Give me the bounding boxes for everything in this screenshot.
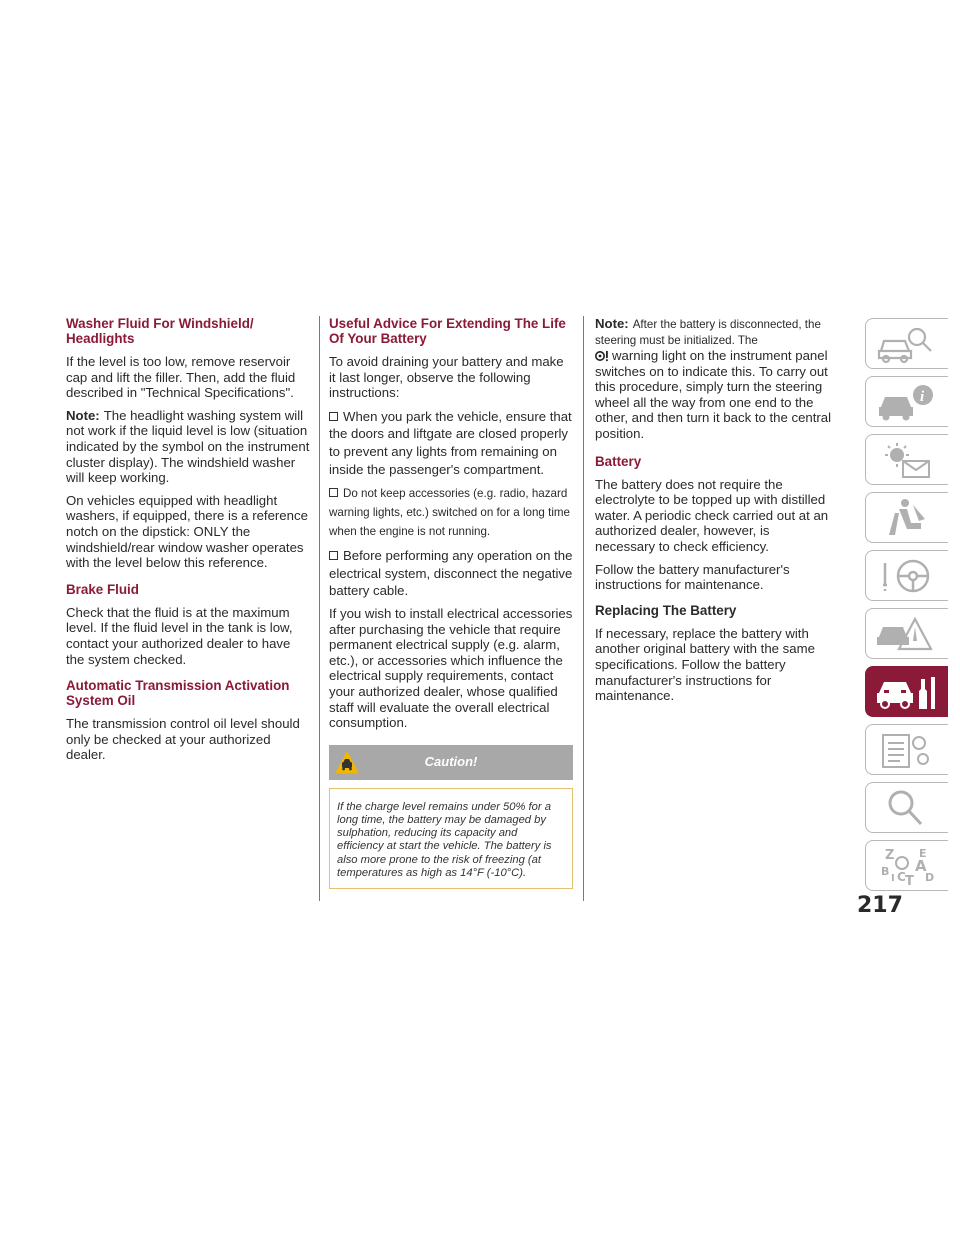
tab-technical-specs[interactable]: [865, 724, 948, 775]
note-label: Note:: [595, 316, 629, 331]
washer-paragraph-2: On vehicles equipped with headlight washers, if equipped, there is a reference notch on the dipstick: ONLY the windshield/rear window washer operates with the level below this reference.: [66, 492, 308, 571]
list-item: Before performing any operation on the electrical system, disconnect the negative battery cable.: [329, 548, 573, 599]
tab-index[interactable]: [865, 840, 948, 891]
battery-advice-intro: To avoid draining your battery and make it last longer, observe the following instructions:: [329, 354, 564, 401]
note-label: Note:: [66, 407, 100, 423]
caution-title: Caution!: [424, 754, 478, 770]
checkbox-bullet-icon: [329, 488, 338, 497]
index-letter: E: [919, 846, 927, 860]
page-number: 217: [857, 893, 903, 918]
tab-car-maintenance[interactable]: [865, 666, 948, 717]
list-item: When you park the vehicle, ensure that the doors and liftgate are closed properly to prevent any lights from remaining on inside the passenger's compartment.: [329, 408, 572, 477]
tab-warning-lights[interactable]: [865, 434, 948, 485]
tab-steering-wheel[interactable]: [865, 550, 948, 601]
washer-paragraph-1: If the level is too low, remove reservoir cap and lift the filler. Then, add the fluid described in "Technical Specifications".: [66, 354, 296, 401]
battery-heading: Battery: [595, 453, 642, 469]
steering-note-small: After the battery is disconnected, the steering must be initialized. The: [595, 318, 821, 347]
car-emergency-icon: [875, 613, 939, 655]
car-maintenance-icon: [875, 671, 939, 713]
steering-warning-icon: [595, 350, 609, 362]
steering-wheel-icon: [875, 555, 939, 597]
column-divider-2: [583, 316, 584, 901]
replacing-battery-paragraph: If necessary, replace the battery with another original battery with the same specifications. Follow the battery manufacturer's instructions for maintenance.: [595, 625, 815, 704]
washer-note: [66, 408, 310, 486]
ats-oil-heading: Automatic Transmission Activation System Oil: [66, 678, 290, 709]
magnifier-icon: [875, 787, 939, 829]
index-letter: A: [915, 856, 927, 875]
battery-paragraph-2: Follow the battery manufacturer's instructions for maintenance.: [595, 561, 790, 593]
index-letter: D: [925, 870, 935, 884]
index-letter: B: [881, 864, 890, 878]
column-divider-1: [319, 316, 320, 901]
replacing-battery-heading: Replacing The Battery: [595, 602, 737, 618]
checkbox-bullet-icon: [329, 551, 338, 560]
column-right: [595, 316, 833, 711]
index-letters-icon: [875, 845, 939, 887]
checkbox-bullet-icon: [329, 412, 338, 421]
list-item: Do not keep accessories (e.g. radio, hazard warning lights, etc.) switched on for a long time when the engine is not running.: [329, 487, 571, 539]
steering-note-text: warning light on the instrument panel switches on to indicate this. To carry out this procedure, simply turn the steering wheel all the way from one end to the other, and then turn it back to the central position.: [595, 348, 832, 441]
index-letter: Z: [885, 847, 895, 863]
tab-car-search[interactable]: [865, 318, 948, 369]
battery-advice-heading: Useful Advice For Extending The Life Of Your Battery: [329, 316, 566, 346]
index-letter: C: [897, 869, 906, 884]
svg-text:i: i: [920, 388, 925, 405]
seat-safety-icon: [875, 497, 939, 539]
tab-search[interactable]: [865, 782, 948, 833]
steering-note: [595, 316, 833, 442]
technical-specs-icon: [875, 729, 939, 771]
brake-fluid-paragraph: Check that the fluid is at the maximum level. If the fluid level in the tank is low, contact your authorized dealer to have the system checked.: [66, 604, 293, 667]
car-search-icon: [875, 323, 939, 365]
install-accessories-paragraph: If you wish to install electrical accessories after purchasing the vehicle that require permanent electrical supply (e.g. alarm, etc.), or accessories which influence the electrical supply requirements, contact your authorized dealer, whose qualified staff will evaluate the overall electrical consumption.: [329, 605, 573, 731]
washer-fluid-heading: Washer Fluid For Windshield/ Headlights: [66, 316, 254, 346]
car-info-icon: [875, 381, 939, 423]
index-letter: I: [891, 872, 895, 884]
tab-seat-safety[interactable]: [865, 492, 948, 543]
brake-fluid-heading: Brake Fluid: [66, 581, 139, 597]
chapter-tabs: [865, 318, 948, 898]
caution-text: If the charge level remains under 50% for a long time, the battery may be damaged by sulphation, reducing its capacity and efficiency at start the vehicle. The battery is also more prone to the risk of freezing (at temperatures as high as 14°F (-10°C).: [329, 788, 573, 889]
tab-car-emergency[interactable]: [865, 608, 948, 659]
tab-car-info[interactable]: [865, 376, 948, 427]
column-left: [66, 316, 310, 770]
caution-header: [329, 745, 573, 780]
ats-oil-paragraph: The transmission control oil level should only be checked at your authorized dealer.: [66, 716, 300, 763]
warning-lights-icon: [875, 439, 939, 481]
washer-note-text: The headlight washing system will not work if the liquid level is low (situation indicated by the symbol on the instrument cluster display). The windshield washer will keep working.: [66, 407, 310, 486]
battery-paragraph-1: The battery does not require the electrolyte to be topped up with distilled water. A periodic check carried out at an authorized dealer, however, is necessary to check efficiency.: [595, 476, 829, 554]
column-middle: [329, 316, 573, 889]
caution-car-icon: [335, 751, 359, 775]
index-letter: T: [905, 873, 914, 887]
